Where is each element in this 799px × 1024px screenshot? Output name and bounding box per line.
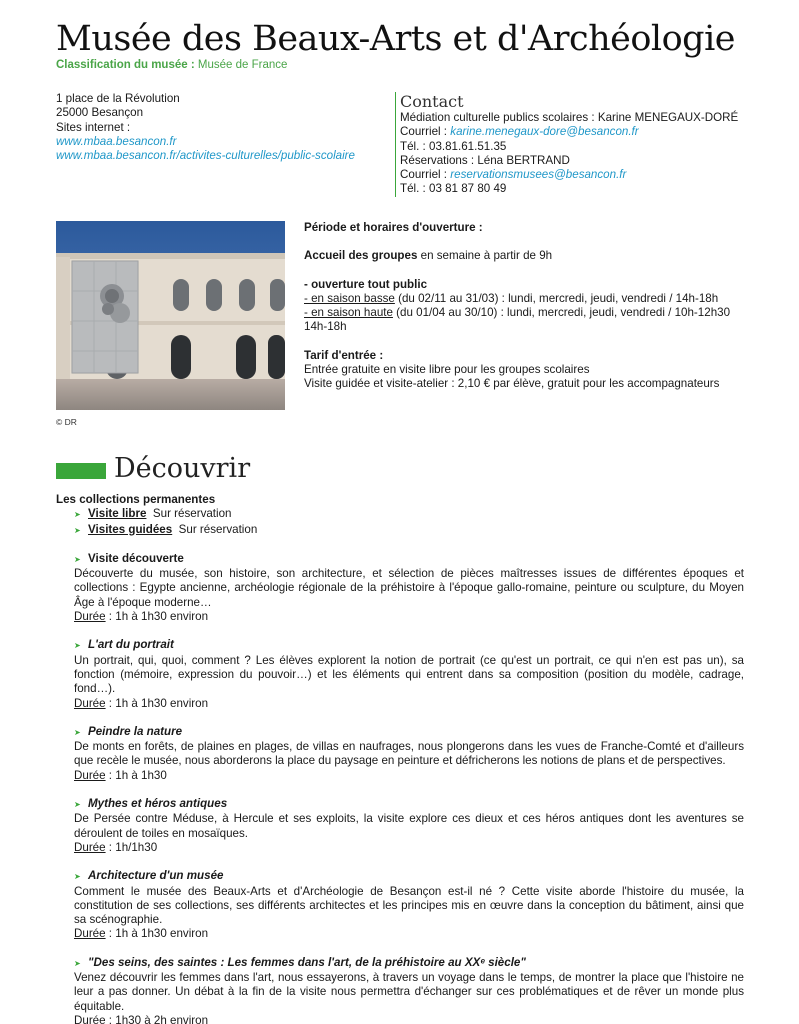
tarif-line: Visite guidée et visite-atelier : 2,10 € par élève, gratuit pour les accompagnateurs xyxy=(304,377,720,391)
museum-photo xyxy=(56,221,285,410)
contact-block xyxy=(395,92,775,197)
contact-title: Contact xyxy=(400,92,464,111)
contact-reservations: Réservations : Léna BERTRAND xyxy=(400,153,570,167)
visit-libre-label: Visite libre xyxy=(88,507,147,521)
low-season-rest: (du 02/11 au 31/03) : lundi, mercredi, jeudi, vendredi / 14h-18h xyxy=(394,291,719,305)
visit-title-text: L'art du portrait xyxy=(88,638,174,652)
visit-title-text: Mythes et héros antiques xyxy=(88,797,228,811)
tarif-heading: Tarif d'entrée : xyxy=(304,348,384,362)
address-city: 25000 Besançon xyxy=(56,106,144,120)
visit-duration xyxy=(74,927,744,941)
arrow-icon: ➤ xyxy=(74,800,81,810)
visit-title-text: Visite découverte xyxy=(88,551,184,565)
page-title: Musée des Beaux-Arts et d'Archéologie xyxy=(56,19,735,59)
duration-label: Durée xyxy=(74,696,106,710)
website-link[interactable]: www.mbaa.besancon.fr xyxy=(56,134,177,148)
visit-title-text: "Des seins, des saintes : Les femmes dans l'art, de la préhistoire au XXᵉ siècle" xyxy=(88,955,526,969)
arrow-icon: ➤ xyxy=(74,958,81,968)
arrow-icon: ➤ xyxy=(74,554,81,564)
museum-building-image xyxy=(56,221,285,410)
high-season-line-2: 14h-18h xyxy=(304,320,347,334)
visit-title xyxy=(74,869,744,884)
duration-value: : 1h à 1h30 environ xyxy=(105,696,209,710)
classification-label: Classification du musée : xyxy=(56,59,195,71)
groups-label: Accueil des groupes xyxy=(304,249,418,263)
duration-value: : 1h à 1h30 environ xyxy=(105,610,209,624)
contact-email-row xyxy=(400,168,775,182)
duration-label: Durée xyxy=(74,768,106,782)
visit-description: Découverte du musée, son histoire, son architecture, et sélection de pièces maîtresses issues de différentes époques et collections : Egypte ancienne, archéologie régionale de la préhistoire à l'époque gallo-romaine, peinture ou sculpture, du Moyen Âge à l'époque moderne… xyxy=(74,567,744,609)
tarif-line: Entrée gratuite en visite libre pour les groupes scolaires xyxy=(304,363,590,377)
duration-label: Durée xyxy=(74,927,106,941)
classification xyxy=(56,58,287,72)
visit-description: De monts en forêts, de plaines en plages, de villas en naufrages, nous plongerons dans les vues de Franche-Comté et d'ailleurs que recèle le musée, nous aborderons la place du paysage en peinture et défricherons les notions de plans et de perspectives. xyxy=(74,740,744,768)
visit-guidees-note: Sur réservation xyxy=(178,522,258,536)
visit-title xyxy=(74,725,744,740)
duration-value: : 1h à 1h30 xyxy=(105,768,167,782)
duration-value: : 1h30 à 2h environ xyxy=(105,1013,209,1024)
contact-email-row xyxy=(400,125,775,139)
school-page-link[interactable]: www.mbaa.besancon.fr/activites-culturelles/public-scolaire xyxy=(56,149,355,163)
arrow-icon: ➤ xyxy=(74,525,81,535)
list-item xyxy=(56,507,744,522)
groups-rest: en semaine à partir de 9h xyxy=(417,249,553,263)
visit-block xyxy=(56,638,744,710)
arrow-icon: ➤ xyxy=(74,641,81,651)
address-line: 1 place de la Révolution xyxy=(56,92,180,105)
sites-label: Sites internet : xyxy=(56,120,131,134)
duration-label: Durée xyxy=(74,610,106,624)
visit-description: De Persée contre Méduse, à Hercule et ses exploits, la visite explore ces dieux et ces héros antiques dont les aventures se déroulent de toiles en mosaïques. xyxy=(74,812,744,840)
photo-credit: © DR xyxy=(56,417,77,427)
email-label: Courriel : xyxy=(400,168,448,182)
visit-duration xyxy=(74,697,744,711)
visit-duration xyxy=(74,769,744,783)
visit-title-text: Peindre la nature xyxy=(88,724,183,738)
high-season-rest: (du 01/04 au 30/10) : lundi, mercredi, jeudi, vendredi / 10h-12h30 xyxy=(392,306,731,320)
visit-block xyxy=(56,956,744,1024)
section-bar xyxy=(56,463,106,479)
low-season-label: - en saison basse xyxy=(304,291,395,305)
public-heading: - ouverture tout public xyxy=(304,277,428,291)
collections-title: Les collections permanentes xyxy=(56,493,216,506)
hours-heading: Période et horaires d'ouverture : xyxy=(304,221,483,234)
visit-title xyxy=(74,956,744,971)
contact-mediation: Médiation culturelle publics scolaires : Karine MENEGAUX-DORÉ xyxy=(400,111,739,124)
visit-title xyxy=(74,797,744,812)
visit-block xyxy=(56,725,744,783)
high-season-line xyxy=(304,306,754,320)
visit-block xyxy=(56,869,744,941)
visit-description: Comment le musée des Beaux-Arts et d'Archéologie de Besançon est-il né ? Cette visite aborde l'histoire du musée, la constitution de ses collections, ses différents architectes et les principes mis en œuvre dans la conception du bâtiment, ainsi que sa scénographie. xyxy=(74,884,744,927)
arrow-icon: ➤ xyxy=(74,727,81,737)
contact-phone: Tél. : 03.81.61.51.35 xyxy=(400,139,507,153)
visits-content xyxy=(56,493,744,1024)
address-block xyxy=(56,92,386,163)
email-label: Courriel : xyxy=(400,125,448,139)
list-item xyxy=(56,523,744,538)
visit-title xyxy=(74,638,744,653)
high-season-label: - en saison haute xyxy=(304,306,393,320)
duration-value: : 1h à 1h30 environ xyxy=(105,927,209,941)
visit-duration xyxy=(74,1014,744,1024)
visit-description: Venez découvrir les femmes dans l'art, nous essayerons, à travers un voyage dans le temps, de montrer la place que l'histoire ne leur a pas donner. Un débat à la fin de la visite nous permettra d'échanger sur ces problématiques et de rêver un monde plus équitable. xyxy=(74,971,744,1013)
duration-label: Durée xyxy=(74,840,106,854)
visit-block xyxy=(56,552,744,624)
visit-duration xyxy=(74,610,744,624)
email-link[interactable]: karine.menegaux-dore@besancon.fr xyxy=(450,125,639,139)
visit-libre-note: Sur réservation xyxy=(152,507,232,521)
arrow-icon: ➤ xyxy=(74,510,81,520)
visit-description: Un portrait, qui, quoi, comment ? Les élèves explorent la notion de portrait (ce qu'est un portrait, ce qui n'en est pas un), sa fonction (mémoire, expression du pouvoir…) et les éléments qui entrent dans sa composition (position du modèle, cadrage, fond…). xyxy=(74,653,744,696)
low-season-line xyxy=(304,292,754,306)
visit-title xyxy=(74,552,744,567)
visit-duration xyxy=(74,841,744,855)
visit-guidees-label: Visites guidées xyxy=(88,522,173,536)
contact-phone: Tél. : 03 81 87 80 49 xyxy=(400,182,507,196)
section-title: Découvrir xyxy=(114,453,251,484)
section-header xyxy=(56,452,250,486)
opening-hours xyxy=(304,221,754,392)
visit-title-text: Architecture d'un musée xyxy=(88,869,224,883)
arrow-icon: ➤ xyxy=(74,872,81,882)
duration-value: : 1h/1h30 xyxy=(105,840,158,854)
duration-label: Durée xyxy=(74,1013,106,1024)
email-link[interactable]: reservationsmusees@besancon.fr xyxy=(450,168,627,182)
visit-block xyxy=(56,797,744,855)
groups-line xyxy=(304,249,754,263)
classification-value: Musée de France xyxy=(197,59,288,71)
